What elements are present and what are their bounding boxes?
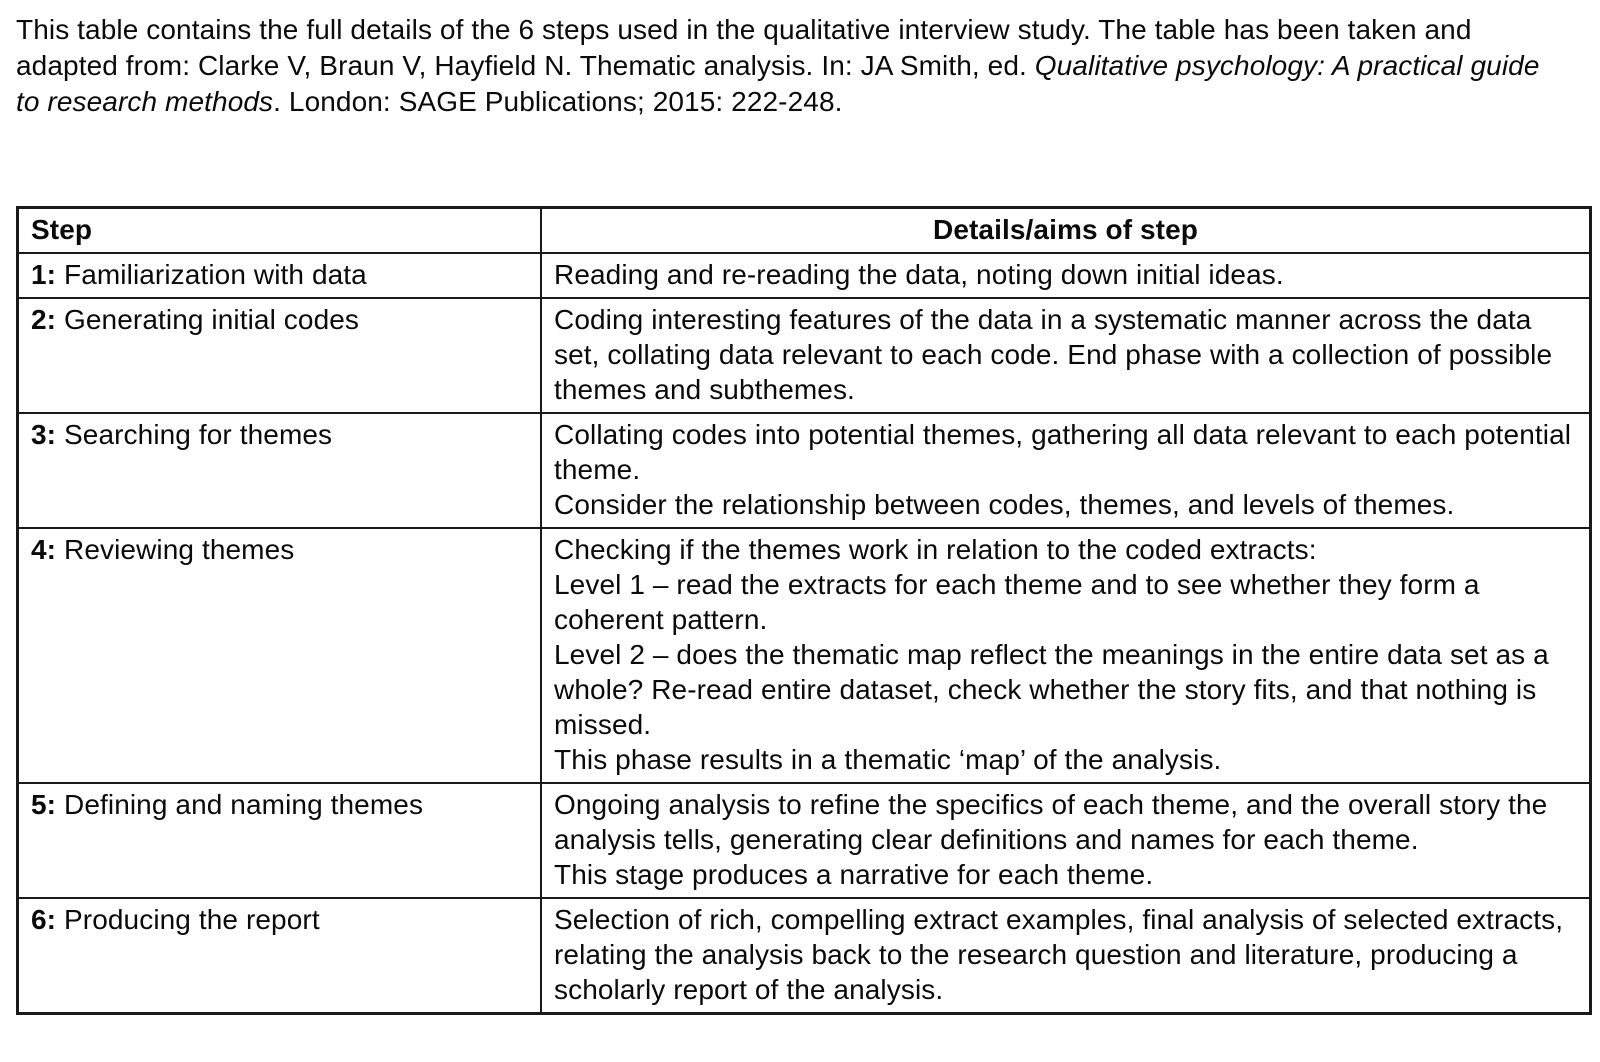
- step-label: Producing the report: [64, 904, 320, 935]
- details-paragraph: Selection of rich, compelling extract examples, final analysis of selected extracts, relating the analysis back to the research question and literature, producing a scholarly report of the analysis.: [554, 904, 1564, 1005]
- step-label: Searching for themes: [64, 419, 333, 450]
- details-paragraph: This stage produces a narrative for each theme.: [554, 859, 1154, 890]
- step-cell: [18, 253, 542, 298]
- step-number: 4:: [31, 534, 57, 565]
- step-label: Familiarization with data: [64, 259, 367, 290]
- step-number: 5:: [31, 789, 57, 820]
- details-paragraph: Collating codes into potential themes, gathering all data relevant to each potential theme.: [554, 419, 1572, 485]
- intro-text-before: This table contains the full details of the 6 steps used in the qualitative interview study. The table has been taken and adapted from: Clarke V, Braun V, Hayfield N. Thematic analysis. In: JA Smith, ed.: [16, 14, 1472, 81]
- details-column-header: Details/aims of step: [541, 208, 1591, 254]
- step-column-header: Step: [18, 208, 542, 254]
- details-paragraph: Coding interesting features of the data in a systematic manner across the data set, collating data relevant to each code. End phase with a collection of possible themes and subthemes.: [554, 304, 1553, 405]
- details-cell: [541, 413, 1591, 528]
- table-row: [18, 413, 1591, 528]
- document-page: [16, 12, 1584, 1015]
- intro-paragraph: [16, 12, 1540, 120]
- details-cell: [541, 528, 1591, 783]
- details-paragraph: Level 2 – does the thematic map reflect the meanings in the entire data set as a whole? Re-read entire dataset, check whether the story fits, and that nothing is missed.: [554, 639, 1549, 740]
- step-cell: [18, 898, 542, 1014]
- step-number: 3:: [31, 419, 57, 450]
- step-number: 6:: [31, 904, 57, 935]
- table-row: [18, 898, 1591, 1014]
- details-cell: [541, 898, 1591, 1014]
- step-cell: [18, 298, 542, 413]
- table-row: [18, 783, 1591, 898]
- details-paragraph: This phase results in a thematic ‘map’ of the analysis.: [554, 744, 1222, 775]
- step-label: Reviewing themes: [64, 534, 295, 565]
- table-row: [18, 298, 1591, 413]
- details-paragraph: Checking if the themes work in relation to the coded extracts:: [554, 534, 1317, 565]
- table-header-row: [18, 208, 1591, 254]
- details-cell: [541, 298, 1591, 413]
- details-paragraph: Ongoing analysis to refine the specifics of each theme, and the overall story the analysis tells, generating clear definitions and names for each theme.: [554, 789, 1548, 855]
- step-number: 2:: [31, 304, 57, 335]
- step-cell: [18, 528, 542, 783]
- details-cell: [541, 783, 1591, 898]
- table-row: [18, 528, 1591, 783]
- intro-citation-title: Qualitative psychology: A practical guide to research methods: [16, 50, 1540, 117]
- step-number: 1:: [31, 259, 57, 290]
- details-paragraph: Reading and re-reading the data, noting down initial ideas.: [554, 259, 1284, 290]
- step-label: Defining and naming themes: [64, 789, 424, 820]
- intro-text-after: . London: SAGE Publications; 2015: 222-248.: [273, 86, 843, 117]
- details-cell: [541, 253, 1591, 298]
- details-paragraph: Level 1 – read the extracts for each theme and to see whether they form a coherent pattern.: [554, 569, 1480, 635]
- step-cell: [18, 783, 542, 898]
- step-cell: [18, 413, 542, 528]
- details-paragraph: Consider the relationship between codes, themes, and levels of themes.: [554, 489, 1455, 520]
- steps-table: [16, 206, 1592, 1015]
- step-label: Generating initial codes: [64, 304, 360, 335]
- table-row: [18, 253, 1591, 298]
